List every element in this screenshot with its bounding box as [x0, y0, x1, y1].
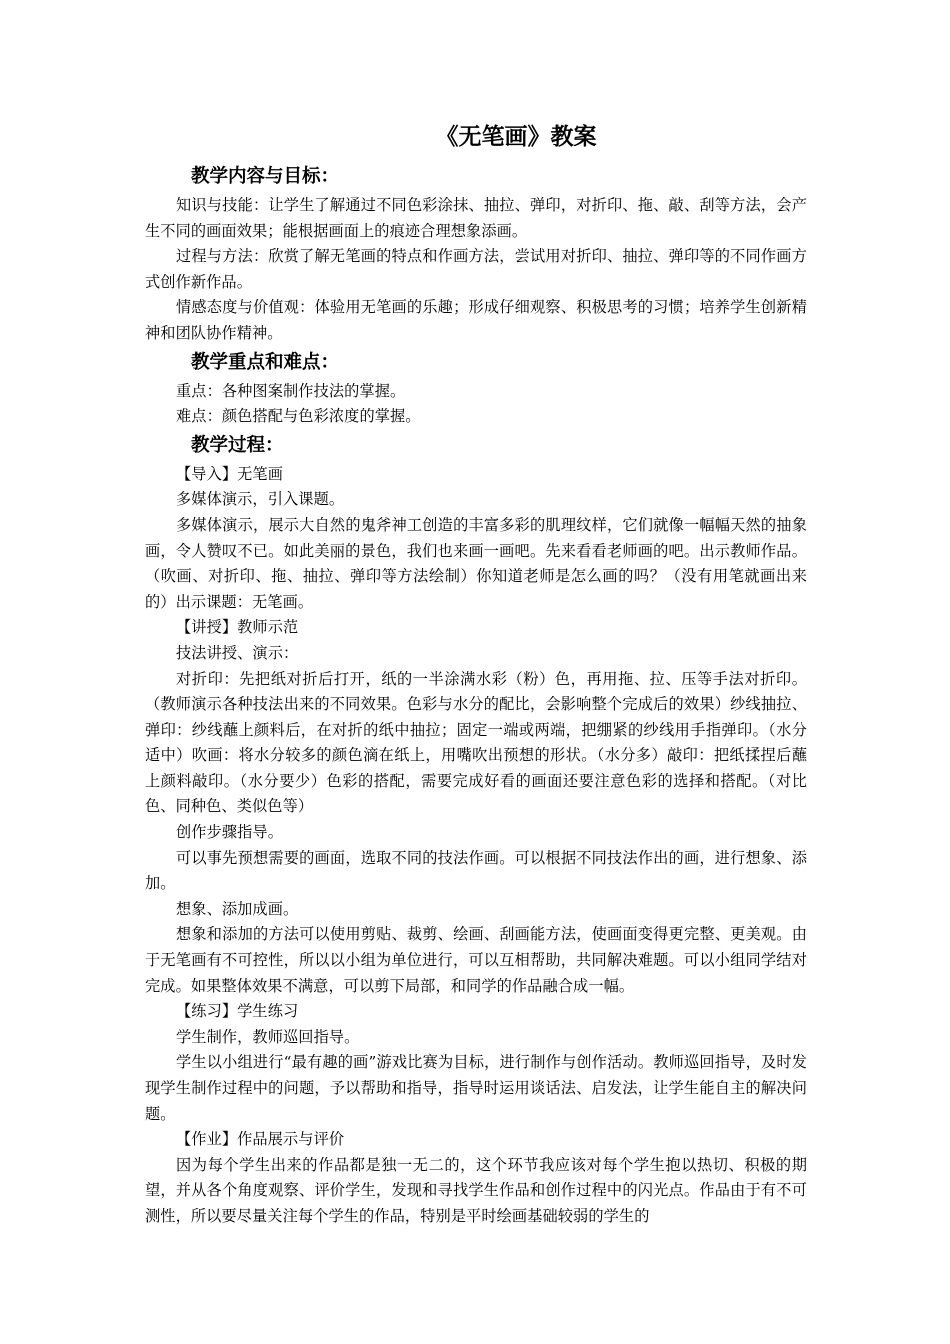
section-heading: 教学过程： [191, 434, 284, 456]
paragraph: 学生以小组进行“最有趣的画”游戏比赛为目标，进行制作与创作活动。教师巡回指导，及时发现学生制作过程中的问题，予以帮助和指导，指导时运用谈话法、启发法，让学生能自主的解决问题。 [145, 1053, 807, 1123]
paragraph: 【作业】作品展示与评价 [176, 1130, 345, 1149]
paragraph: 多媒体演示，引入课题。 [176, 490, 345, 509]
paragraph: 情感态度与价值观：体验用无笔画的乐趣；形成仔细观察、积极思考的习惯；培养学生创新精神和团队协作精神。 [145, 298, 807, 342]
document-title: 《无笔画》教案 [435, 124, 597, 150]
paragraph: 创作步骤指导。 [176, 823, 284, 842]
section-heading: 教学内容与目标： [191, 166, 340, 187]
paragraph: 【讲授】教师示范 [176, 618, 299, 637]
paragraph: 过程与方法：欣赏了解无笔画的特点和作画方法，尝试用对折印、抽拉、弹印等的不同作画方式创作新作品。 [145, 247, 807, 291]
section-objectives [145, 161, 807, 347]
paragraph: 技法讲授、演示： [176, 643, 299, 662]
paragraph: 对折印：先把纸对折后打开，纸的一半涂满水彩（粉）色，再用拖、拉、压等手法对折印。（教师演示各种技法出来的不同效果。色彩与水分的配比，会影响整个完成后的效果）纱线抽拉、弹印：纱线蘸上颜料后，在对折的纸中抽拉；固定一端或两端，把绷紧的纱线用手指弹印。（水分适中）吹画：将水分较多的颜色滴在纸上，用嘴吹出预想的形状。（水分多）敲印：把纸揉捏后蘸上颜料敲印。（水分要少）色彩的搭配，需要完成好看的画面还要注意色彩的选择和搭配。（对比色、同种色、类似色等） [145, 669, 807, 816]
paragraph: 【导入】无笔画 [176, 464, 284, 483]
section-process [145, 430, 807, 1230]
paragraph: 学生制作，教师巡回指导。 [176, 1027, 360, 1046]
paragraph: 因为每个学生出来的作品都是独一无二的，这个环节我应该对每个学生抱以热切、积极的期望，并从各个角度观察、评价学生，发现和寻找学生作品和创作过程中的闪光点。作品由于有不可测性，所以要尽量关注每个学生的作品，特别是平时绘画基础较弱的学生的 [145, 1155, 807, 1225]
paragraph: 难点：颜色搭配与色彩浓度的掌握。 [176, 407, 421, 426]
section-key-points [145, 347, 807, 430]
paragraph: 想象和添加的方法可以使用剪贴、裁剪、绘画、刮画能方法，使画面变得更完整、更美观。由于无笔画有不可控性，所以以小组为单位进行，可以互相帮助，共同解决难题。可以小组同学结对完成。如果整体效果不满意，可以剪下局部，和同学的作品融合成一幅。 [145, 925, 807, 995]
section-heading: 教学重点和难点： [191, 351, 340, 373]
paragraph: 【练习】学生练习 [176, 1002, 299, 1021]
paragraph: 可以事先预想需要的画面，选取不同的技法作画。可以根据不同技法作出的画，进行想象、添加。 [145, 848, 807, 893]
paragraph: 多媒体演示，展示大自然的鬼斧神工创造的丰富多彩的肌理纹样，它们就像一幅幅天然的抽象画，令人赞叹不已。如此美丽的景色，我们也来画一画吧。先来看看老师画的吧。出示教师作品。（吹画、对折印、拖、抽拉、弹印等方法绘制）你知道老师是怎么画的吗？（没有用笔就画出来的）出示课题：无笔画。 [145, 515, 807, 611]
paragraph: 重点：各种图案制作技法的掌握。 [176, 381, 406, 400]
paragraph: 知识与技能：让学生了解通过不同色彩涂抹、抽拉、弹印，对折印、拖、敲、刮等方法，会产生不同的画面效果；能根据画面上的痕迹合理想象添画。 [145, 196, 807, 240]
document-body [145, 161, 807, 1230]
paragraph: 想象、添加成画。 [176, 899, 299, 918]
